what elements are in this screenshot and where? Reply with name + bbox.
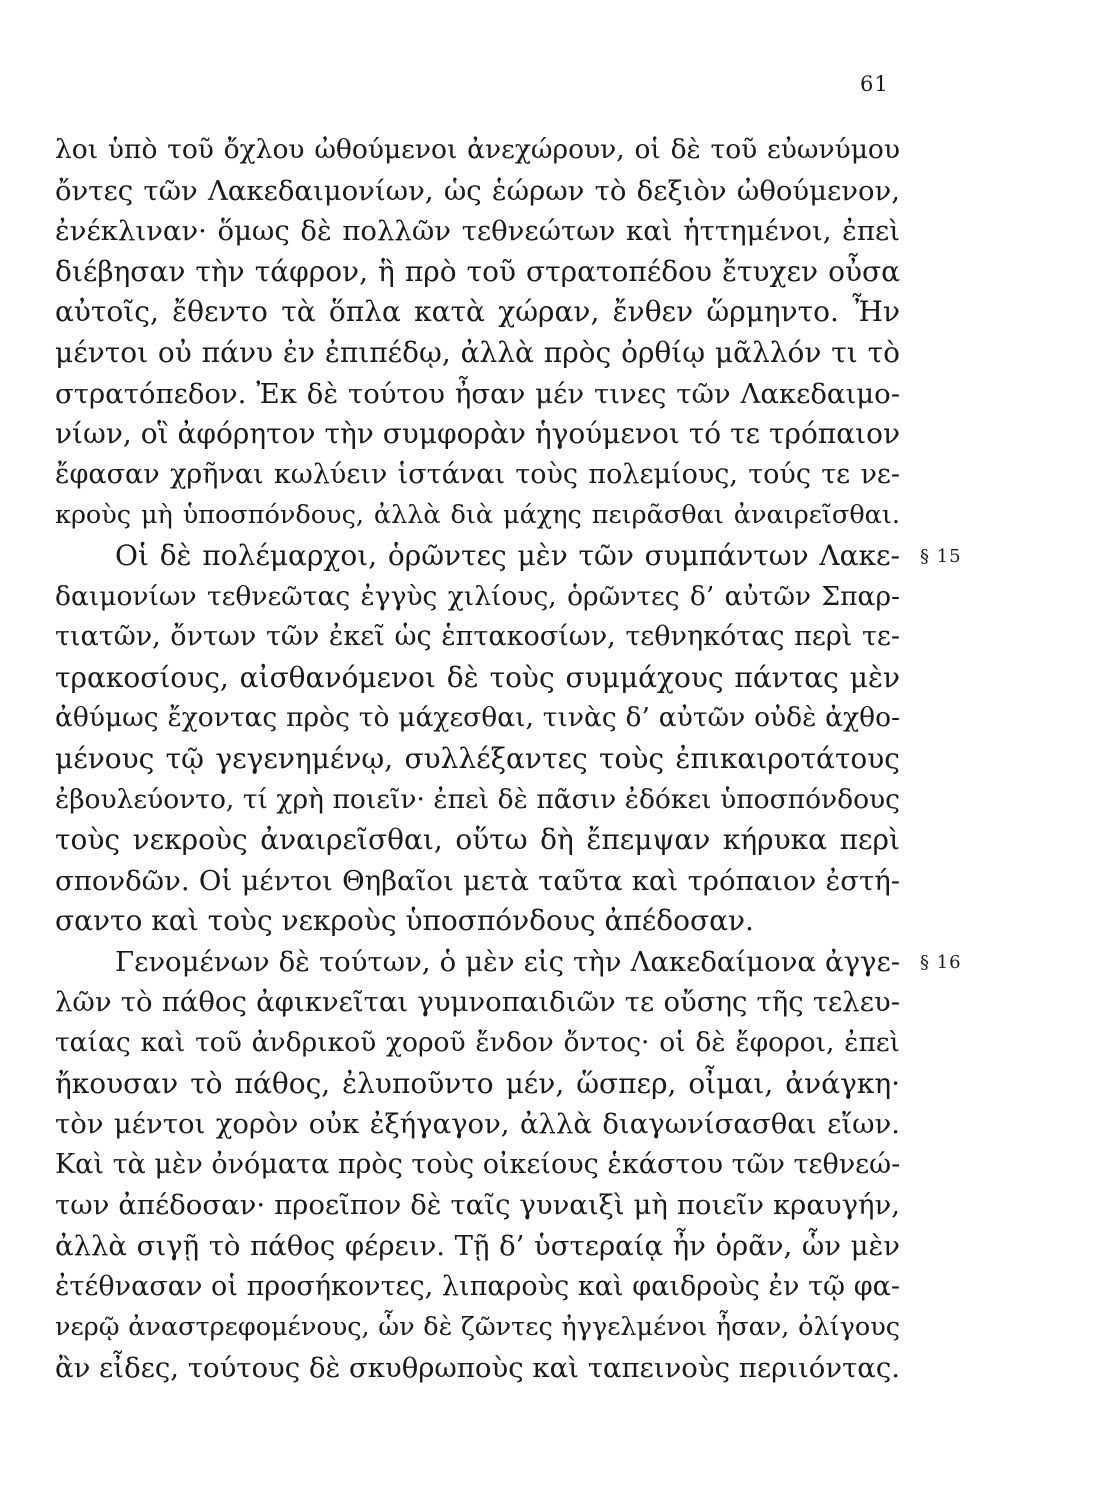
text-line: αὐτοῖς, ἔθεντο τὰ ὅπλα κατὰ χώραν, ἔνθεν ὥρμηντο. Ἦν xyxy=(55,295,900,329)
section-mark: § 16 xyxy=(920,952,962,973)
text-line: Καὶ τὰ μὲν ὀνόματα πρὸς τοὺς οἰκείους ἑκάστου τῶν τεθνεώ- xyxy=(55,1148,901,1180)
text-line: ἂν εἶδες, τούτους δὲ σκυθρωποὺς καὶ ταπεινοὺς περιιόντας. xyxy=(55,1351,900,1384)
page-number: 61 xyxy=(860,72,889,96)
text-line: σπονδῶν. Οἱ μέντοι Θηβαῖοι μετὰ ταῦτα καὶ τρόπαιον ἐστή- xyxy=(55,864,900,897)
text-line: Οἱ δὲ πολέμαρχοι, ὁρῶντες μὲν τῶν συμπάντων Λακε- xyxy=(115,538,900,572)
text-line: ἤκουσαν τὸ πάθος, ἐλυποῦντο μέν, ὥσπερ, οἶμαι, ἀνάγκη· xyxy=(55,1066,900,1100)
text-line: ἐβουλεύοντο, τί χρὴ ποιεῖν· ἐπεὶ δὲ πᾶσιν ἐδόκει ὑποσπόνδους xyxy=(55,783,900,815)
text-line: τρακοσίους, αἰσθανόμενοι δὲ τοὺς συμμάχους πάντας μὲν xyxy=(55,660,900,694)
text-line: διέβησαν τὴν τάφρον, ἣ πρὸ τοῦ στρατοπέδου ἔτυχεν οὖσα xyxy=(55,254,900,288)
text-line: λοι ὑπὸ τοῦ ὄχλου ὠθούμενοι ἀνεχώρουν, οἱ δὲ τοῦ εὐωνύμου xyxy=(55,134,900,165)
body-text xyxy=(55,130,900,1388)
text-line: ἐνέκλιναν· ὅμως δὲ πολλῶν τεθνεώτων καὶ ἡττημένοι, ἐπεὶ xyxy=(55,215,900,248)
text-line: τιατῶν, ὄντων τῶν ἐκεῖ ὡς ἑπτακοσίων, τεθνηκότας περὶ τε- xyxy=(55,621,900,653)
text-line: τὸν μέντοι χορὸν οὐκ ἐξήγαγον, ἀλλὰ διαγωνίσασθαι εἴων. xyxy=(55,1108,900,1141)
text-line: ἔφασαν χρῆναι κωλύειν ἱστάναι τοὺς πολεμίους, τούς τε νε- xyxy=(55,458,900,490)
text-line: ὄντες τῶν Λακεδαιμονίων, ὡς ἑώρων τὸ δεξιὸν ὠθούμενον, xyxy=(55,174,900,207)
text-line: σαντο καὶ τοὺς νεκροὺς ὑποσπόνδους ἀπέδοσαν. xyxy=(55,904,754,938)
text-line: κροὺς μὴ ὑποσπόνδους, ἀλλὰ διὰ μάχης πειρᾶσθαι ἀναιρεῖσθαι. xyxy=(55,500,900,531)
text-line: στρατόπεδον. Ἐκ δὲ τούτου ἦσαν μέν τινες τῶν Λακεδαιμο- xyxy=(55,377,900,410)
text-line: ἀθύμως ἔχοντας πρὸς τὸ μάχεσθαι, τινὰς δ’ αὐτῶν οὐδὲ ἀχθο- xyxy=(55,702,900,734)
text-line: ταίας καὶ τοῦ ἀνδρικοῦ χοροῦ ἔνδον ὄντος· οἱ δὲ ἔφοροι, ἐπεὶ xyxy=(55,1027,900,1059)
text-line: ἀλλὰ σιγῇ τὸ πάθος φέρειν. Τῇ δ’ ὑστεραίᾳ ἦν ὁρᾶν, ὧν μὲν xyxy=(55,1230,900,1263)
text-line: λῶν τὸ πάθος ἀφικνεῖται γυμνοπαιδιῶν τε οὔσης τῆς τελευ- xyxy=(55,986,900,1019)
text-line: μέντοι οὐ πάνυ ἐν ἐπιπέδῳ, ἀλλὰ πρὸς ὀρθίῳ μᾶλλόν τι τὸ xyxy=(55,335,900,369)
text-line: τοὺς νεκροὺς ἀναιρεῖσθαι, οὕτω δὴ ἔπεμψαν κήρυκα περὶ xyxy=(55,823,900,857)
text-line: Γενομένων δὲ τούτων, ὁ μὲν εἰς τὴν Λακεδαίμονα ἀγγε- xyxy=(115,945,900,978)
text-line: δαιμονίων τεθνεῶτας ἐγγὺς χιλίους, ὁρῶντες δ’ αὐτῶν Σπαρ- xyxy=(55,580,900,612)
text-line: νερῷ ἀναστρεφομένους, ὧν δὲ ζῶντες ἠγγελμένοι ἦσαν, ὀλίγους xyxy=(55,1312,900,1343)
section-mark: § 15 xyxy=(920,546,962,567)
text-line: ἐτέθνασαν οἱ προσήκοντες, λιπαροὺς καὶ φαιδροὺς ἐν τῷ φα- xyxy=(55,1270,900,1302)
text-line: νίων, οἳ ἀφόρητον τὴν συμφορὰν ἡγούμενοι τό τε τρόπαιον xyxy=(55,417,900,451)
text-line: των ἀπέδοσαν· προεῖπον δὲ ταῖς γυναιξὶ μὴ ποιεῖν κραυγήν, xyxy=(55,1189,900,1222)
text-line: μένους τῷ γεγενημένῳ, συλλέξαντες τοὺς ἐπικαιροτάτους xyxy=(55,741,900,775)
